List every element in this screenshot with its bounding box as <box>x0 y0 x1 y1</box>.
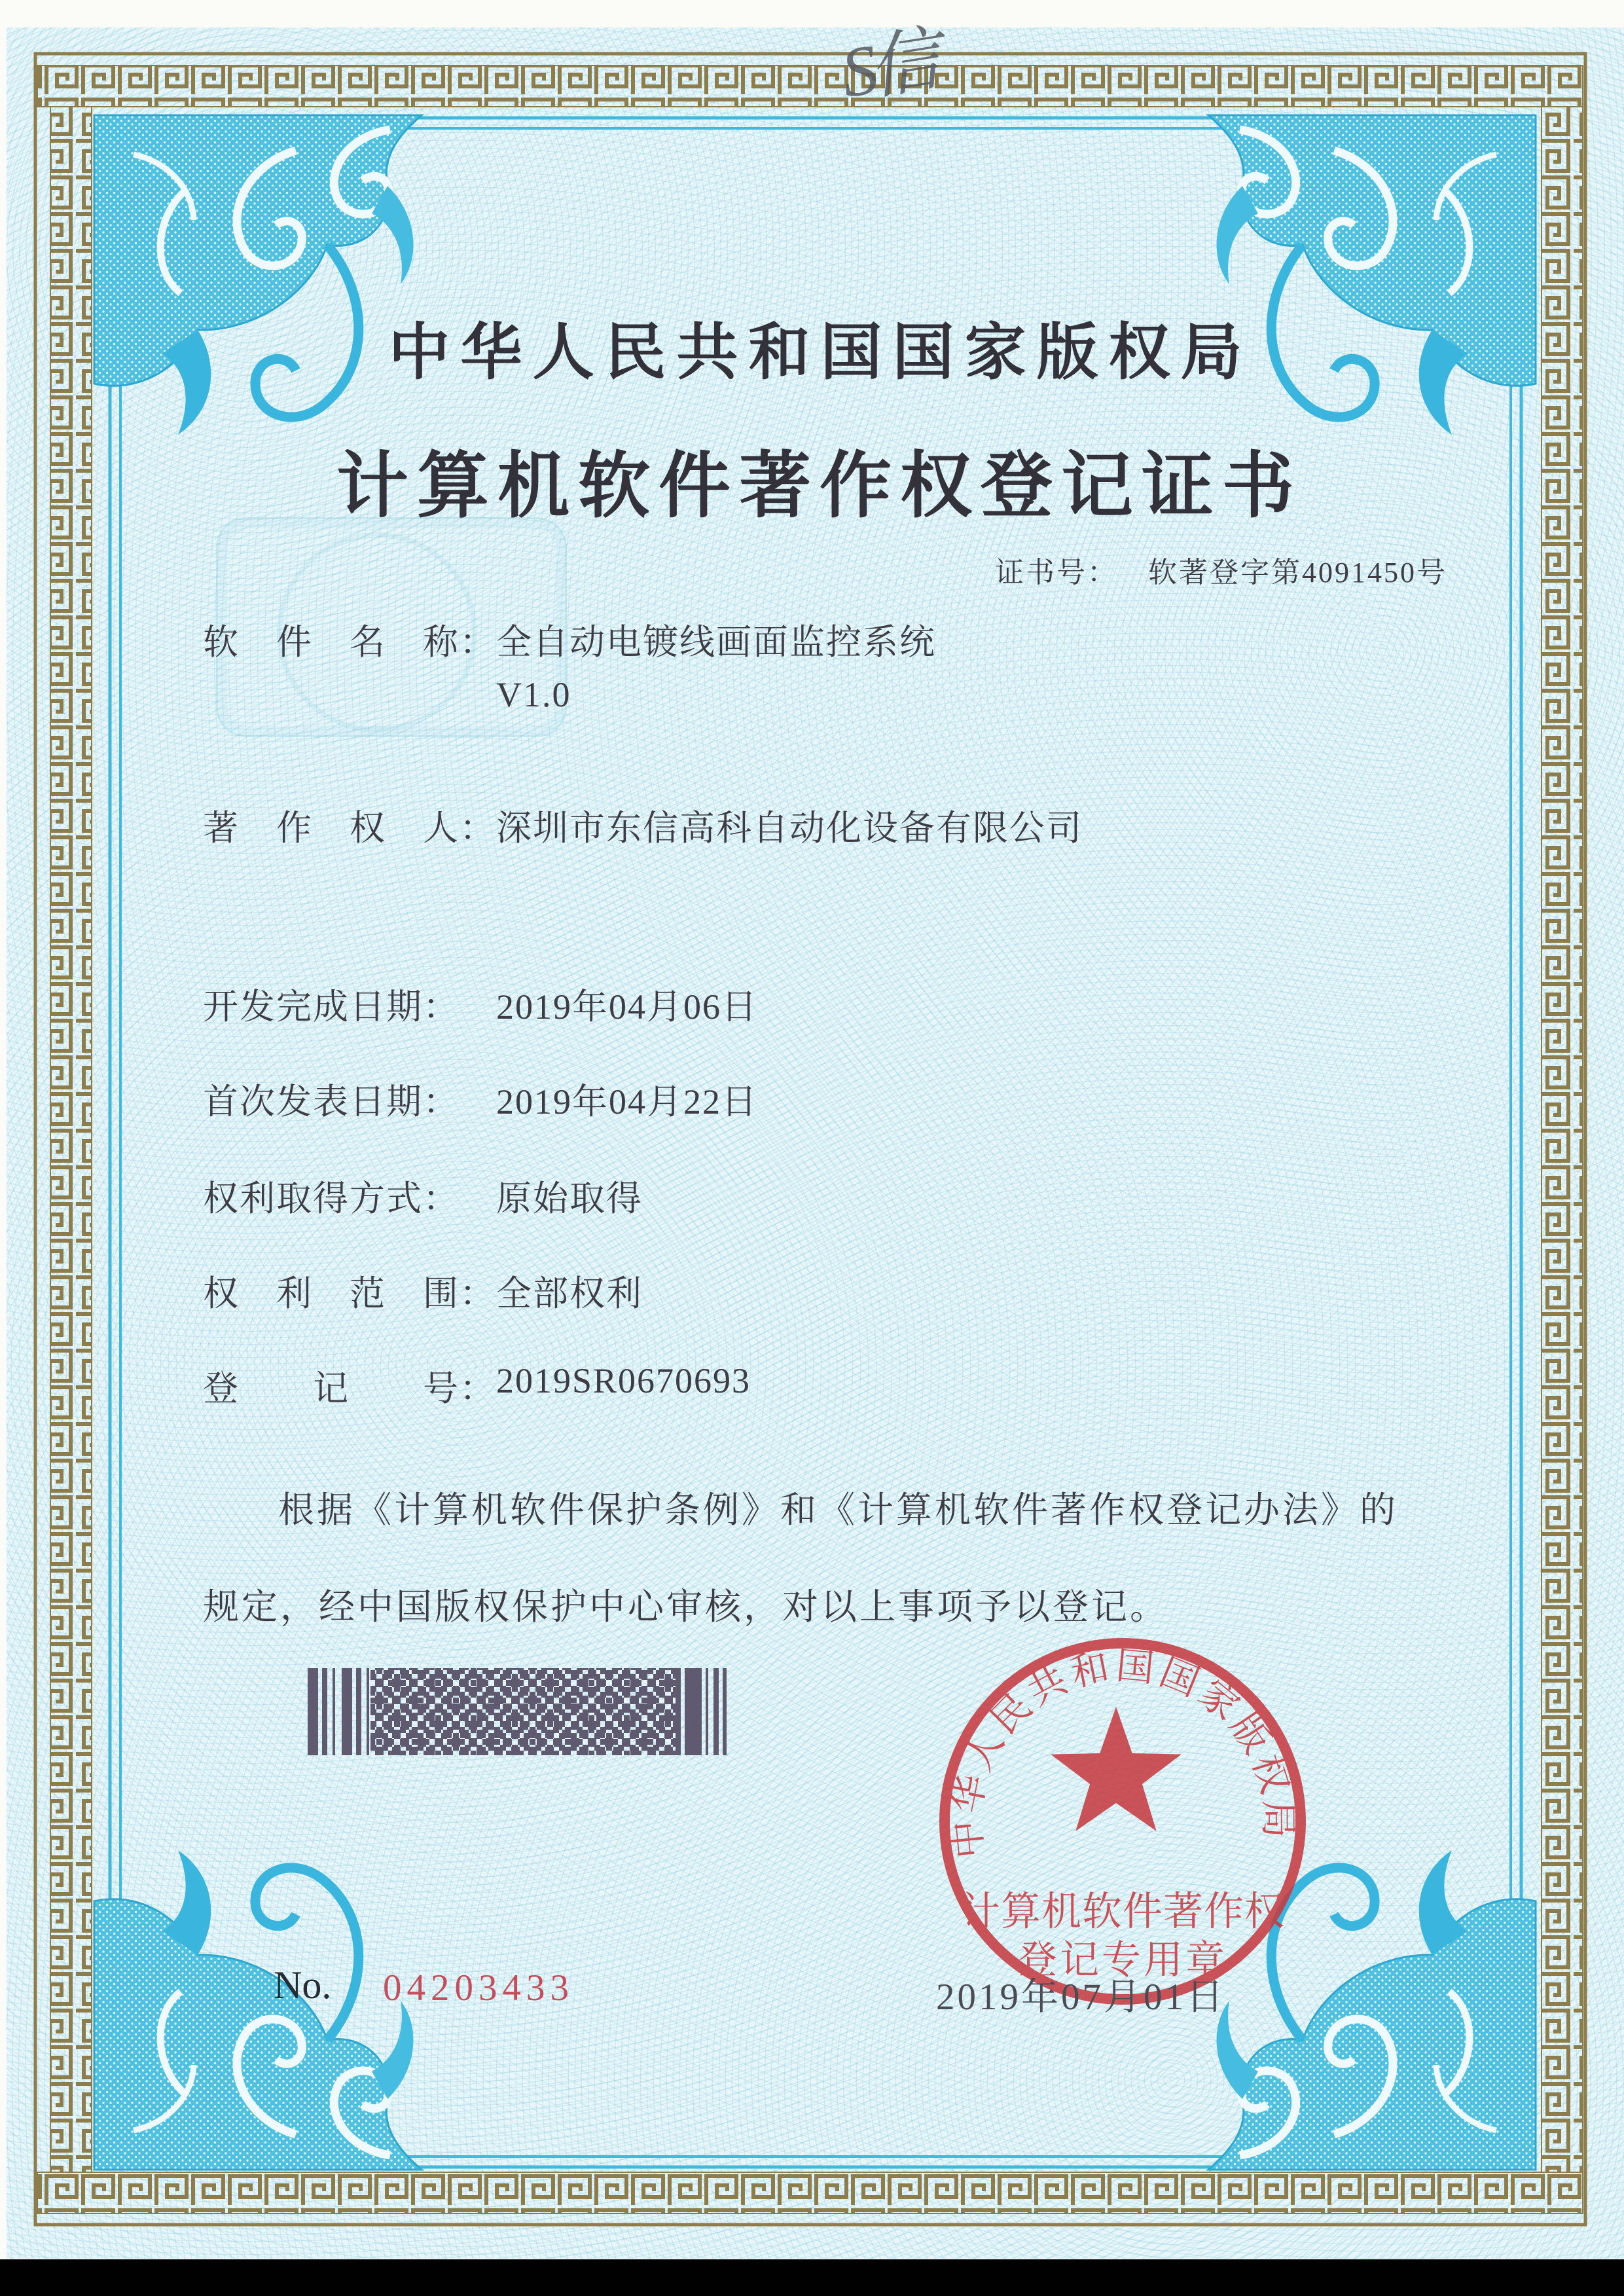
field-label: 著 作 权 人： <box>203 809 496 848</box>
field-row-rights-acquisition <box>203 1171 643 1221</box>
field-row-registration-number <box>203 1360 751 1411</box>
field-value: 原始取得 <box>496 1179 643 1218</box>
statement-line1: 根据《计算机软件保护条例》和《计算机软件著作权登记办法》的 <box>278 1490 1399 1530</box>
field-row-first-publish-date <box>203 1074 758 1124</box>
seal-line2: 登记专用章 <box>1018 1939 1227 1982</box>
seal-date: 2019年07月01日 <box>936 1977 1226 2018</box>
field-value: 深圳市东信高科自动化设备有限公司 <box>496 809 1083 848</box>
barcode-stop-pattern <box>676 1668 727 1755</box>
field-row-software-name <box>203 614 936 665</box>
field-value: 2019年04月22日 <box>496 1082 758 1121</box>
field-row-dev-complete-date <box>203 979 758 1029</box>
statement-line2: 规定，经中国版权保护中心审核，对以上事项予以登记。 <box>203 1587 1169 1627</box>
field-value: 2019年04月06日 <box>496 987 758 1027</box>
2d-barcode <box>308 1668 727 1755</box>
barcode-start-pattern <box>308 1668 370 1755</box>
certificate-page <box>7 27 1624 2259</box>
field-label: 软 件 名 称： <box>203 623 496 662</box>
field-label: 权利取得方式： <box>203 1179 460 1218</box>
certificate-number-label: 证书号： <box>995 556 1118 589</box>
handwritten-annotation: S信 <box>836 22 938 113</box>
field-row-copyright-owner <box>203 800 1083 850</box>
field-value: 2019SR0670693 <box>496 1361 751 1400</box>
seal-star-icon <box>1051 1707 1182 1831</box>
seal-ring-text: 中华人民共和国国家版权局 <box>945 1644 1300 1861</box>
certificate-title: 计算机软件著作权登记证书 <box>336 446 1303 526</box>
field-row-rights-scope <box>203 1266 643 1316</box>
authority-title: 中华人民共和国国家版权局 <box>388 319 1253 387</box>
field-label: 登 记 号： <box>203 1369 496 1408</box>
scan-edge-black-band <box>0 2259 1624 2296</box>
field-value: 全部权利 <box>496 1274 643 1313</box>
software-version: V1.0 <box>496 675 571 714</box>
field-label: 权 利 范 围： <box>203 1274 496 1313</box>
certificate-number-line <box>995 549 1447 591</box>
field-value: 全自动电镀线画面监控系统 <box>496 623 936 662</box>
field-label: 首次发表日期： <box>203 1082 460 1121</box>
seal-line1: 计算机软件著作权 <box>960 1890 1286 1934</box>
serial-number: 04203433 <box>383 1967 574 2009</box>
serial-label: No. <box>274 1963 332 2007</box>
official-red-seal <box>945 1643 1301 1999</box>
certificate-number-value: 软著登字第4091450号 <box>1148 556 1447 589</box>
field-label: 开发完成日期： <box>203 987 460 1027</box>
barcode-data-region <box>370 1668 676 1755</box>
